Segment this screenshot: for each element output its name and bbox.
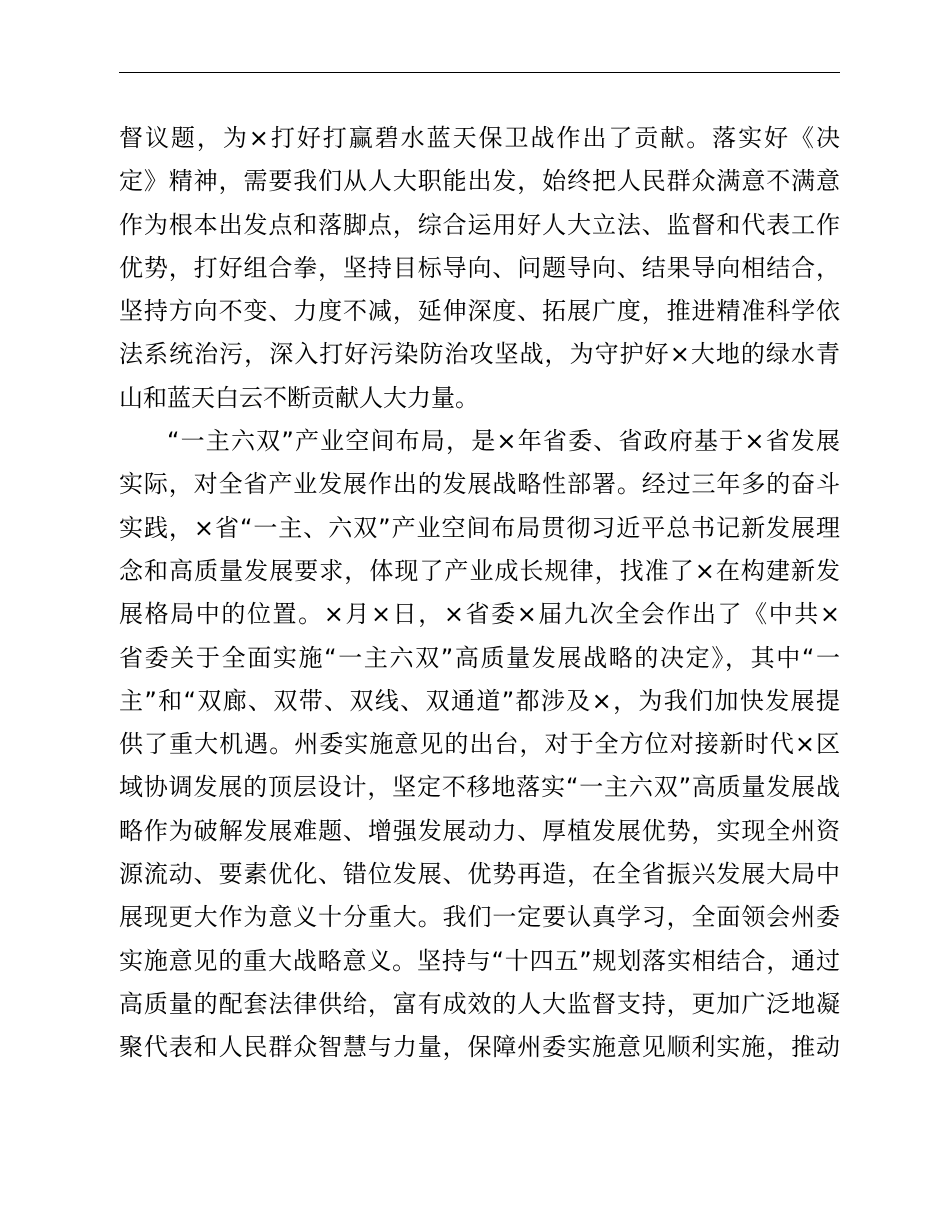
text-line: 督议题，为×打好打赢碧水蓝天保卫战作出了贡献。落实好《决 (119, 124, 840, 152)
paragraph-2 (119, 420, 840, 1069)
text-line: 实际，对全省产业发展作出的发展战略性部署。经过三年多的奋斗 (119, 470, 840, 499)
text-line: 坚持方向不变、力度不减，延伸深度、拓展广度，推进精准科学依 (119, 297, 840, 326)
text-line: 供了重大机遇。州委实施意见的出台，对于全方位对接新时代×区 (119, 730, 840, 759)
text-line: 山和蓝天白云不断贡献人大力量。 (119, 383, 479, 412)
text-line: 念和高质量发展要求，体现了产业成长规律，找准了×在构建新发 (119, 556, 840, 585)
text-line: 高质量的配套法律供给，富有成效的人大监督支持，更加广泛地凝 (119, 989, 840, 1018)
text-line: “一主六双”产业空间布局，是×年省委、省政府基于×省发展 (167, 427, 840, 456)
header-rule (119, 72, 840, 73)
text-line: 省委关于全面实施“一主六双”高质量发展战略的决定》，其中“一 (119, 643, 840, 672)
text-line: 实施意见的重大战略意义。坚持与“十四五”规划落实相结合，通过 (119, 946, 840, 975)
text-line: 优势，打好组合拳，坚持目标导向、问题导向、结果导向相结合， (119, 253, 840, 282)
document-body (119, 117, 840, 1070)
text-line: 展现更大作为意义十分重大。我们一定要认真学习，全面领会州委 (119, 903, 840, 932)
text-line: 法系统治污，深入打好污染防治攻坚战，为守护好×大地的绿水青 (119, 340, 840, 369)
text-line: 实践，×省“一主、六双”产业空间布局贯彻习近平总书记新发展理 (119, 513, 840, 542)
text-line: 域协调发展的顶层设计，坚定不移地落实“一主六双”高质量发展战 (119, 773, 840, 802)
text-line: 主”和“双廊、双带、双线、双通道”都涉及×，为我们加快发展提 (119, 686, 840, 715)
text-line: 展格局中的位置。×月×日，×省委×届九次全会作出了《中共× (119, 600, 840, 629)
text-line: 略作为破解发展难题、增强发展动力、厚植发展优势，实现全州资 (119, 816, 840, 845)
paragraph-1 (119, 117, 840, 420)
text-line: 源流动、要素优化、错位发展、优势再造，在全省振兴发展大局中 (119, 860, 840, 889)
text-line: 作为根本出发点和落脚点，综合运用好人大立法、监督和代表工作 (119, 210, 840, 239)
text-line: 定》精神，需要我们从人大职能出发，始终把人民群众满意不满意 (119, 167, 840, 196)
text-line: 聚代表和人民群众智慧与力量，保障州委实施意见顺利实施，推动 (119, 1033, 840, 1062)
